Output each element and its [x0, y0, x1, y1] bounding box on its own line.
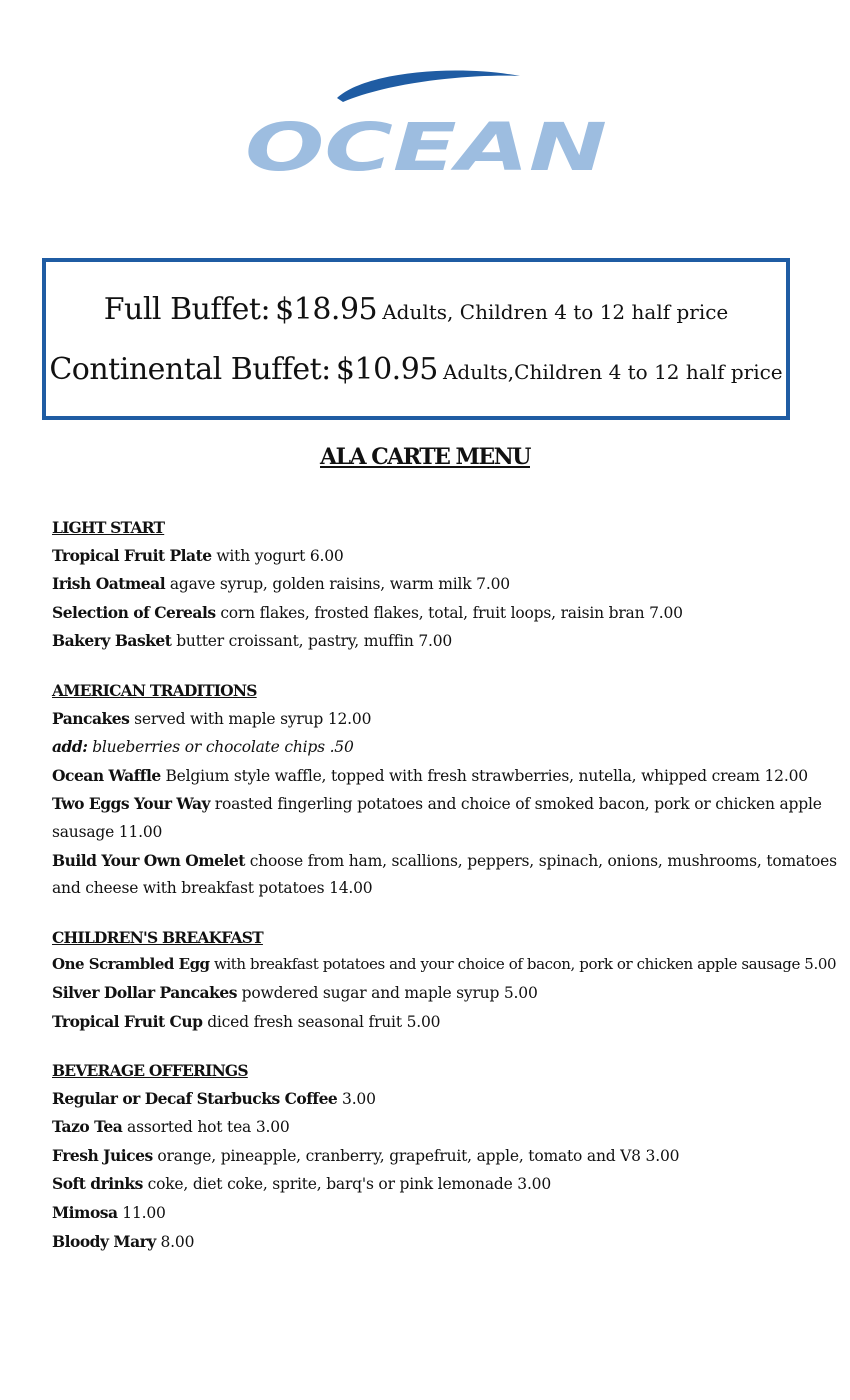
menu-title: ALA CARTE MENU — [320, 444, 530, 470]
item-desc: 11.00 — [122, 1204, 166, 1223]
menu-item — [52, 1113, 842, 1142]
section-title: CHILDREN'S BREAKFAST — [52, 927, 263, 947]
item-name: Build Your Own Omelet — [52, 850, 245, 870]
menu-item — [52, 790, 842, 846]
ocean-logo — [245, 62, 615, 182]
continental-buffet-line — [46, 352, 786, 387]
item-desc: 3.00 — [342, 1089, 376, 1108]
menu-item — [52, 599, 842, 628]
item-desc: Belgium style waffle, topped with fresh strawberries, nutella, whipped cream 12.00 — [165, 766, 808, 785]
item-name: Selection of Cereals — [52, 602, 216, 622]
item-name: Bakery Basket — [52, 631, 172, 651]
section-childrens-breakfast — [52, 924, 842, 1036]
item-desc: with yogurt 6.00 — [216, 546, 344, 565]
item-desc: with breakfast potatoes and your choice of bacon, pork or chicken apple sausage 5.00 — [213, 955, 837, 974]
item-name: Pancakes — [52, 708, 130, 728]
full-buffet-line — [46, 292, 786, 327]
item-name: Irish Oatmeal — [52, 574, 166, 594]
item-name: Mimosa — [52, 1203, 118, 1223]
item-name: Regular or Decaf Starbucks Coffee — [52, 1088, 338, 1108]
item-name: Silver Dollar Pancakes — [52, 982, 237, 1002]
buffet-pricing-box — [42, 258, 790, 420]
section-title: BEVERAGE OFFERINGS — [52, 1061, 248, 1081]
item-desc: agave syrup, golden raisins, warm milk 7.00 — [169, 575, 510, 594]
item-desc: served with maple syrup 12.00 — [134, 709, 372, 728]
item-desc: 8.00 — [160, 1232, 195, 1251]
item-desc: assorted hot tea 3.00 — [127, 1118, 290, 1137]
item-name: Fresh Juices — [52, 1145, 153, 1165]
wave-logo-icon — [245, 62, 615, 182]
section-light-start — [52, 514, 842, 656]
continental-buffet-note: Adults,Children 4 to 12 half price — [442, 360, 783, 384]
item-name: Tazo Tea — [52, 1117, 123, 1137]
item-name: Ocean Waffle — [52, 765, 161, 785]
item-name: Bloody Mary — [52, 1231, 156, 1251]
item-desc: corn flakes, frosted flakes, total, fruit loops, raisin bran 7.00 — [220, 603, 683, 622]
menu-item-addon — [52, 733, 842, 762]
continental-buffet-label: Continental Buffet: — [49, 352, 331, 387]
menu-item — [52, 542, 842, 571]
section-american-traditions — [52, 677, 842, 903]
menu-item — [52, 762, 842, 791]
full-buffet-note: Adults, Children 4 to 12 half price — [382, 300, 729, 324]
svg-text:OCEAN: OCEAN — [245, 109, 607, 182]
item-desc: choose from ham, scallions, peppers, spinach, onions, mushrooms, tomatoes and cheese with breakfast potatoes 14.00 — [52, 851, 837, 898]
item-desc: diced fresh seasonal fruit 5.00 — [207, 1012, 441, 1031]
menu-item — [52, 1170, 842, 1199]
menu-item — [52, 570, 842, 599]
item-name: Soft drinks — [52, 1174, 143, 1194]
item-desc: roasted fingerling potatoes and choice of smoked bacon, pork or chicken apple sausage 11.00 — [52, 795, 822, 841]
section-title: AMERICAN TRADITIONS — [52, 680, 257, 700]
full-buffet-price: $18.95 — [275, 292, 378, 327]
menu-item — [52, 847, 842, 903]
item-desc: coke, diet coke, sprite, barq's or pink lemonade 3.00 — [147, 1175, 551, 1194]
item-desc: orange, pineapple, cranberry, grapefruit, apple, tomato and V8 3.00 — [157, 1146, 680, 1165]
menu-item — [52, 1085, 842, 1114]
menu-item — [52, 1142, 842, 1171]
item-name: Tropical Fruit Plate — [52, 545, 212, 565]
menu-item — [52, 951, 842, 979]
item-name: add: — [52, 737, 88, 757]
menu-item — [52, 1008, 842, 1037]
continental-buffet-price: $10.95 — [335, 352, 438, 387]
menu-item — [52, 1228, 842, 1257]
item-name: Tropical Fruit Cup — [52, 1011, 203, 1031]
menu-item — [52, 979, 842, 1008]
menu-body — [52, 514, 842, 1277]
menu-item — [52, 1199, 842, 1228]
item-desc: blueberries or chocolate chips .50 — [92, 738, 354, 757]
section-beverage-offerings — [52, 1057, 842, 1256]
section-title: LIGHT START — [52, 518, 165, 537]
item-desc: powdered sugar and maple syrup 5.00 — [241, 983, 538, 1002]
item-name: One Scrambled Egg — [52, 955, 210, 974]
full-buffet-label: Full Buffet: — [103, 292, 271, 327]
item-desc: butter croissant, pastry, muffin 7.00 — [176, 632, 453, 651]
menu-item — [52, 705, 842, 734]
menu-item — [52, 627, 842, 656]
item-name: Two Eggs Your Way — [52, 794, 211, 814]
